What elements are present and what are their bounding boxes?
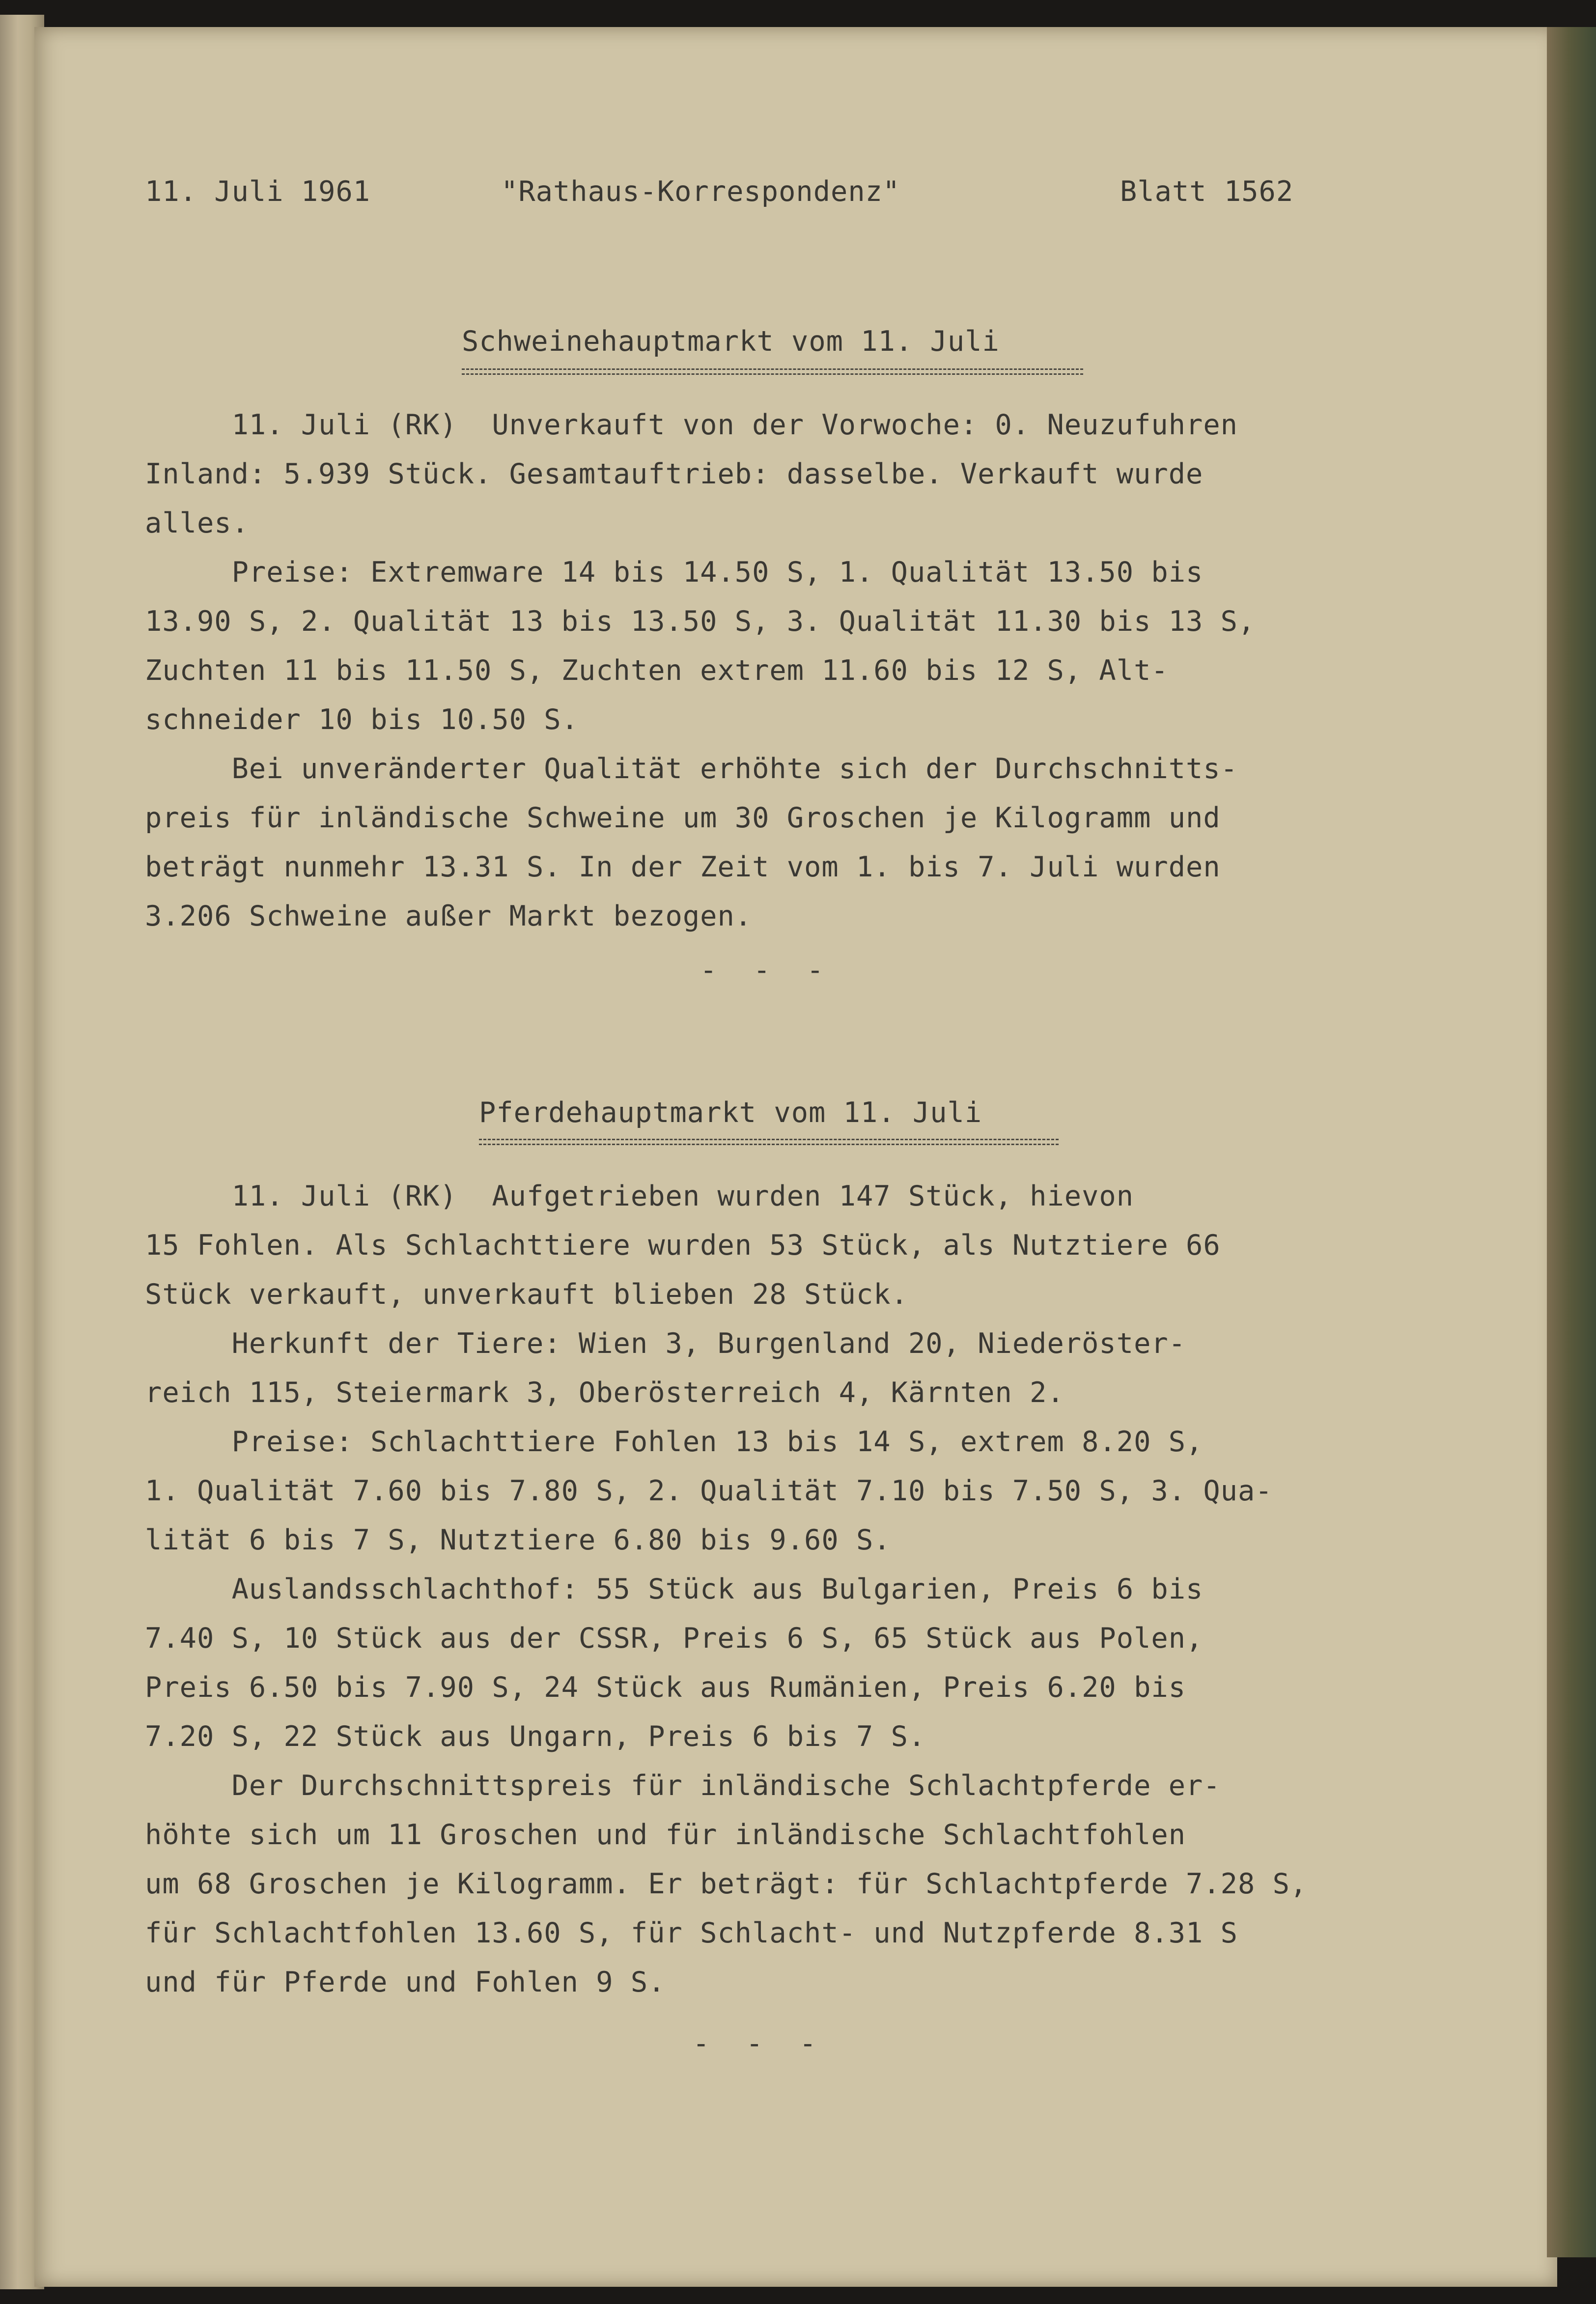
section2-line-8: lität 6 bis 7 S, Nutztiere 6.80 bis 9.60 S. bbox=[145, 1524, 891, 1556]
section1-line-6: Zuchten 11 bis 11.50 S, Zuchten extrem 11.60 bis 12 S, Alt- bbox=[145, 654, 1169, 687]
section1-heading-underline bbox=[462, 368, 1083, 375]
section2-line-15: um 68 Groschen je Kilogramm. Er beträgt: für Schlachtpferde 7.28 S, bbox=[145, 1868, 1308, 1900]
section2-line-3: Stück verkauft, unverkauft blieben 28 Stück. bbox=[145, 1278, 908, 1311]
section1-line-1: 11. Juli (RK) Unverkauft von der Vorwoche: 0. Neuzufuhren bbox=[145, 409, 1238, 441]
section1-line-5: 13.90 S, 2. Qualität 13 bis 13.50 S, 3. Qualität 11.30 bis 13 S, bbox=[145, 605, 1256, 638]
section2-line-5: reich 115, Steiermark 3, Oberösterreich 4, Kärnten 2. bbox=[145, 1377, 1064, 1409]
section2-separator: - - - bbox=[693, 2027, 826, 2060]
section2-line-10: 7.40 S, 10 Stück aus der CSSR, Preis 6 S, 65 Stück aus Polen, bbox=[145, 1622, 1204, 1655]
section2-heading: Pferdehauptmarkt vom 11. Juli bbox=[479, 1096, 982, 1129]
header-date: 11. Juli 1961 bbox=[145, 175, 371, 208]
section1-line-7: schneider 10 bis 10.50 S. bbox=[145, 703, 579, 736]
section1-line-9: preis für inländische Schweine um 30 Groschen je Kilogramm und bbox=[145, 802, 1221, 834]
section1-line-11: 3.206 Schweine außer Markt bezogen. bbox=[145, 900, 753, 932]
section2-line-2: 15 Fohlen. Als Schlachttiere wurden 53 Stück, als Nutztiere 66 bbox=[145, 1229, 1221, 1262]
section2-line-12: 7.20 S, 22 Stück aus Ungarn, Preis 6 bis 7 S. bbox=[145, 1720, 926, 1753]
section2-line-9: Auslandsschlachthof: 55 Stück aus Bulgarien, Preis 6 bis bbox=[145, 1573, 1204, 1605]
section1-line-2: Inland: 5.939 Stück. Gesamtauftrieb: dasselbe. Verkauft wurde bbox=[145, 458, 1204, 490]
section1-heading: Schweinehauptmarkt vom 11. Juli bbox=[462, 325, 1000, 358]
header-sheet-number: Blatt 1562 bbox=[1120, 175, 1294, 208]
header-publication-title: "Rathaus-Korrespondenz" bbox=[501, 175, 900, 208]
section1-separator: - - - bbox=[700, 954, 834, 986]
section2-line-14: höhte sich um 11 Groschen und für inländische Schlachtfohlen bbox=[145, 1819, 1186, 1851]
section2-line-6: Preise: Schlachttiere Fohlen 13 bis 14 S, extrem 8.20 S, bbox=[145, 1426, 1204, 1458]
section1-line-3: alles. bbox=[145, 507, 249, 539]
section2-heading-underline bbox=[479, 1139, 1059, 1145]
section2-line-11: Preis 6.50 bis 7.90 S, 24 Stück aus Rumänien, Preis 6.20 bis bbox=[145, 1671, 1186, 1704]
book-cover-edge bbox=[1547, 27, 1596, 2257]
section1-line-4: Preise: Extremware 14 bis 14.50 S, 1. Qualität 13.50 bis bbox=[145, 556, 1204, 589]
section1-line-8: Bei unveränderter Qualität erhöhte sich der Durchschnitts- bbox=[145, 753, 1238, 785]
section2-line-4: Herkunft der Tiere: Wien 3, Burgenland 20, Niederöster- bbox=[145, 1327, 1186, 1360]
section1-line-10: beträgt nunmehr 13.31 S. In der Zeit vom 1. bis 7. Juli wurden bbox=[145, 851, 1221, 883]
section2-line-1: 11. Juli (RK) Aufgetrieben wurden 147 Stück, hievon bbox=[145, 1180, 1134, 1212]
section2-line-17: und für Pferde und Fohlen 9 S. bbox=[145, 1966, 666, 1998]
section2-line-7: 1. Qualität 7.60 bis 7.80 S, 2. Qualität 7.10 bis 7.50 S, 3. Qua- bbox=[145, 1475, 1273, 1507]
section2-line-13: Der Durchschnittspreis für inländische Schlachtpferde er- bbox=[145, 1770, 1221, 1802]
section2-line-16: für Schlachtfohlen 13.60 S, für Schlacht- und Nutzpferde 8.31 S bbox=[145, 1917, 1238, 1949]
